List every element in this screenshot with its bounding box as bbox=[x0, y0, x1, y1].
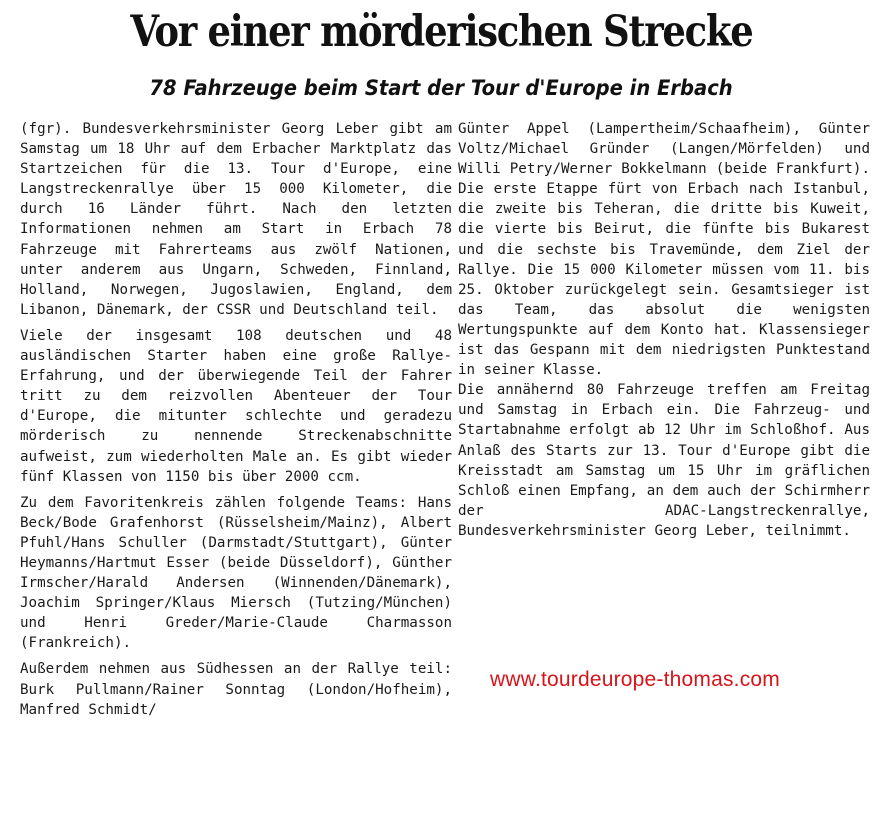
paragraph: (fgr). Bundesverkehrsminister Georg Leber gibt am Samstag um 18 Uhr auf dem Erbacher Marktplatz das Startzeichen für die 13. Tour d'Europe, eine Langstreckenrallye über 15 000 Kilometer, die durch 16 Länder führt. Nach den letzten Informationen nehmen am Start in Erbach 78 Fahrzeuge mit Fahrerteams aus zwölf Nationen, unter anderem aus Ungarn, Schweden, Finnland, Holland, Norwegen, Jugoslawien, England, dem Libanon, Dänemark, der CSSR und Deutschland teil. bbox=[20, 121, 452, 318]
headline: Vor einer mörderischen Strecke bbox=[130, 7, 753, 57]
paragraph: Viele der insgesamt 108 deutschen und 48 ausländischen Starter haben eine große Rallye-Erfahrung, und der überwiegende Teil der Fahrer tritt zu dem reizvollen Abenteuer der Tour d'Europe, die mitunter schlechte und geradezu mörderisch zu nennende Streckenabschnitte aufweist, zum wiederholten Male an. Es gibt wieder fünf Klassen von 1150 bis über 2000 ccm. bbox=[20, 327, 452, 485]
article-column-right bbox=[458, 119, 870, 541]
paragraph: Günter Appel (Lampertheim/Schaafheim), Günter Voltz/Michael Gründer (Langen/Mörfelden) und Willi Petry/Werner Bokkelmann (beide Frankfurt). Die erste Etappe fürt von Erbach nach Istanbul, die zweite bis Teheran, die dritte bis Kuweit, die vierte bis Beirut, die fünfte bis Bukarest und die sechste bis Travemünde, dem Ziel der Rallye. Die 15 000 Kilometer müssen vom 11. bis 25. Oktober zurückgelegt sein. Gesamtsieger ist das Team, das absolut die wenigsten Wertungspunkte auf dem Konto hat. Klassensieger ist das Gespann mit dem niedrigsten Punktestand in seiner Klasse. bbox=[458, 121, 870, 379]
paragraph: Außerdem nehmen aus Südhessen an der Rallye teil: Burk Pullmann/Rainer Sonntag (London/Hofheim), Manfred Schmidt/ bbox=[20, 661, 452, 718]
paragraph: Die annähernd 80 Fahrzeuge treffen am Freitag und Samstag in Erbach ein. Die Fahrzeug- und Startabnahme erfolgt ab 12 Uhr im Schloßhof. Aus Anlaß des Starts zur 13. Tour d'Europe gibt die Kreisstadt am Samstag um 15 Uhr im gräflichen Schloß einen Empfang, an dem auch der Schirmherr der ADAC-Langstreckenrallye, Bundesverkehrsminister Georg Leber, teilnimmt. bbox=[458, 382, 870, 539]
subheadline: 78 Fahrzeuge beim Start der Tour d'Europe in Erbach bbox=[149, 76, 733, 100]
article-column-left bbox=[20, 119, 452, 720]
paragraph: Zu dem Favoritenkreis zählen folgende Teams: Hans Beck/Bode Grafenhorst (Rüsselsheim/Mainz), Albert Pfuhl/Hans Schuller (Darmstadt/Stuttgart), Günter Heymanns/Hartmut Esser (beide Düsseldorf), Günther Irmscher/Harald Andersen (Winnenden/Dänemark), Joachim Springer/Klaus Miersch (Tutzing/München) und Henri Greder/Marie-Claude Charmasson (Frankreich). bbox=[20, 494, 452, 652]
website-watermark: www.tourdeurope-thomas.com bbox=[490, 668, 780, 691]
